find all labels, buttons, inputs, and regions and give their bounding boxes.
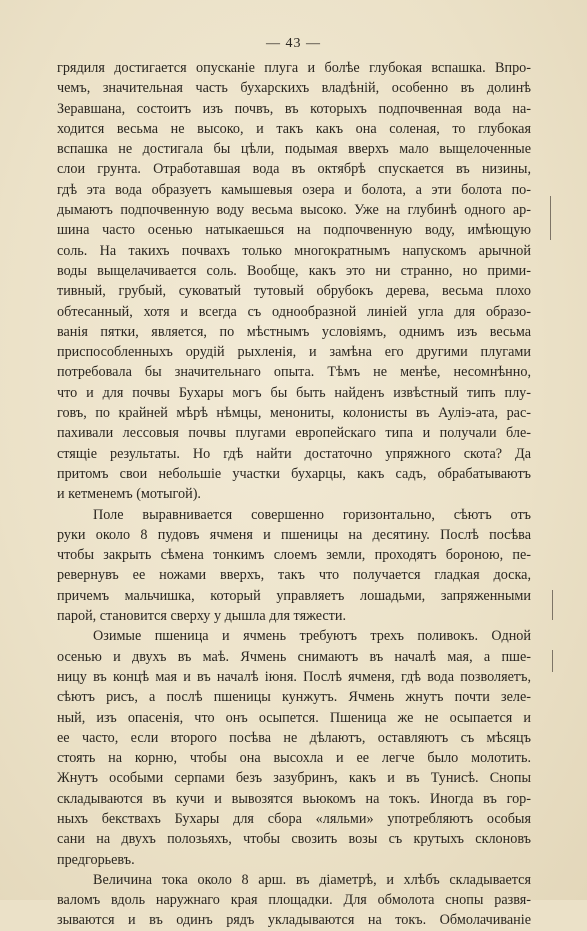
text-line: стящіе результаты. Но гдѣ найти достаточно упряжного скота? Да [57,445,531,462]
text-line: грядиля достигается опусканіе плуга и болѣе глубокая вспашка. Впро- [57,60,531,76]
text-line: гдѣ эта вода образуетъ камышевыя озера и болота, а эти болота по- [57,181,531,198]
text-line: складываются въ кучи и вывозятся вьюкомъ на токъ. Иногда въ гор- [57,790,531,807]
text-line: ныхъ бекствахъ Бухары для сбора «ляльми» употребляютъ особыя [57,810,531,827]
margin-mark [550,196,551,240]
margin-mark [552,650,553,672]
text-line: и кетменемъ (мотыгой). [57,486,201,503]
text-line: валомъ вдоль наружнаго края площадки. Для обмолота снопы развя- [57,892,531,909]
text-line: пахивали лессовыя почвы плугами европейскаго типа и получали бле- [57,425,531,442]
text-line: руки около 8 пудовъ ячменя и пшеницы на десятину. Послѣ посѣва [57,526,531,543]
text-line: приспособленныхъ орудій рыхленія, и замѣна его другими плугами [57,344,531,361]
text-line: Поле выравнивается совершенно горизонтально, сѣютъ отъ [93,506,531,523]
text-line: вспашка не достигала бы цѣли, подымая вверхъ мало выщелоченные [57,141,531,158]
text-line: ее часто, если второго посѣва не дѣлаютъ, оставляютъ съ мѣсяцъ [57,729,531,746]
text-line: ревернувъ ее ножами вверхъ, такъ что получается гладкая доска, [57,567,531,584]
text-line: чтобы закрыть сѣмена тонкимъ слоемъ земли, проходятъ бороною, пе- [57,547,531,564]
text-line: сѣютъ рисъ, а послѣ пшеницы кунжутъ. Ячмень жнутъ почти зеле- [57,689,531,706]
text-line: обтесанный, хотя и всегда съ однообразной линіей угла для образо- [57,303,531,320]
text-line: соль. На такихъ почвахъ только многократнымъ напускомъ арычной [57,242,531,259]
text-line: причемъ мальчишка, который управляетъ лошадьми, запряженными [57,587,531,604]
page-number: — 43 — [266,36,321,51]
text-line: ный, изъ опасенія, что онъ осыпется. Пшеница же не осыпается и [57,709,531,726]
text-line: Жнутъ особыми серпами безъ зазубринъ, какъ и въ Тунисѣ. Снопы [57,770,531,787]
text-line: стоять на корню, чтобы она высохла и ее легче было молотить. [57,750,531,767]
text-line: воды выщелачивается соль. Вообще, какъ это ни странно, но прими- [57,262,531,279]
text-line: что и для почвы Бухары могъ бы быть найденъ извѣстный типъ плу- [57,384,531,401]
text-line: сани на двухъ полозьяхъ, чтобы свозить возы съ крутыхъ склоновъ [57,831,531,848]
text-line: предгорьевъ. [57,851,135,868]
text-line: слои грунта. Отработавшая вода въ октябрѣ спускается въ низины, [57,161,531,178]
text-line: тивный, грубый, суковатый тутовый обрубокъ дерева, весьма плохо [57,283,531,300]
text-line: говъ, по крайней мѣрѣ нѣмцы, менониты, колонисты въ Ауліэ-ата, рас- [57,405,531,422]
text-line: чемъ, значительная часть бухарскихъ владѣній, особенно въ долинѣ [57,80,531,97]
text-line: шина часто осенью натыкаешься на подпочвенную воду, имѣющую [57,222,531,239]
text-line: ванія пятки, является, по мѣстнымъ условіямъ, однимъ изъ весьма [57,323,531,340]
text-line: парой, становится сверху у дышла для тяжести. [57,608,347,625]
text-line: дымаютъ подпочвенную воду весьма высоко. Уже на глубинѣ одного ар- [57,202,531,219]
text-line: Величина тока около 8 арш. въ діаметрѣ, и хлѣбъ складывается [93,871,531,888]
text-line: осенью и двухъ въ маѣ. Ячмень снимаютъ въ началѣ мая, а пше- [57,648,531,665]
text-line: потребовала бы значительнаго опыта. Тѣмъ не менѣе, несомнѣнно, [57,364,531,381]
margin-mark [552,590,553,620]
text-line: Зеравшана, состоитъ изъ почвъ, въ которыхъ подпочвенная вода на- [57,100,531,117]
text-line: притомъ свои небольшіе участки бухарцы, какъ садъ, обрабатываютъ [57,465,531,482]
text-line: ницу въ концѣ мая и въ началѣ іюня. Послѣ ячменя, гдѣ вода позволяетъ, [57,668,531,685]
text-line: ходится весьма не высоко, и такъ какъ она соленая, то глубокая [57,120,531,137]
text-line: зываются и въ одинъ рядъ укладываются на токъ. Обмолачиваніе [57,912,531,929]
text-line: Озимые пшеница и ячмень требуютъ трехъ поливокъ. Одной [93,628,531,645]
body-text [57,58,531,931]
